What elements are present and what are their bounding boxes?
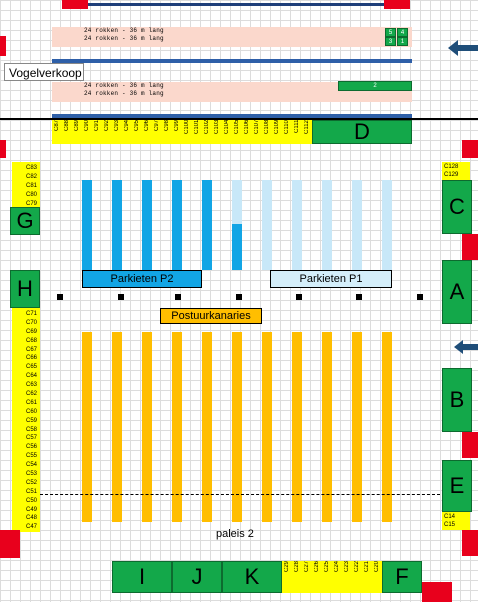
pillar-marker	[236, 294, 242, 300]
stall-number: C70	[26, 319, 38, 326]
stall-number: C105	[234, 120, 240, 135]
stall-number: C109	[274, 120, 280, 135]
zone-K[interactable]: K	[222, 561, 282, 593]
small-box-5: 5	[385, 28, 396, 37]
top-row-1	[52, 27, 412, 47]
marker-right-1	[462, 140, 478, 158]
stall-number: C110	[284, 120, 290, 134]
pillar-marker	[417, 294, 423, 300]
stall-number: C25	[324, 561, 330, 573]
stall-number: C97	[154, 120, 160, 132]
stall-number: C106	[244, 120, 250, 135]
stall-number: C94	[124, 120, 130, 132]
marker-top-right	[384, 0, 410, 9]
dash-line	[40, 494, 440, 495]
stall-number: C14	[444, 514, 456, 520]
bottom-numbers	[282, 561, 382, 593]
stall-number: C52	[26, 479, 38, 486]
marker-right-2	[462, 234, 478, 260]
stall-number: C24	[334, 561, 340, 573]
zone-B[interactable]: B	[442, 368, 472, 432]
zone-I[interactable]: I	[112, 561, 172, 593]
marker-right-4	[462, 530, 478, 556]
stall-number: C90	[84, 120, 90, 132]
stall-number: C108	[264, 120, 270, 135]
stall-number: C27	[304, 561, 310, 573]
zone-H[interactable]: H	[10, 270, 40, 308]
stall-number: C23	[344, 561, 350, 573]
stall-number: C60	[26, 408, 38, 415]
label-parkieten-p1: Parkieten P1	[270, 270, 392, 288]
stall-number: C100	[184, 120, 190, 135]
bird-stand-bar	[382, 180, 392, 270]
zone-F[interactable]: F	[382, 561, 422, 593]
stall-number: C111	[294, 120, 300, 134]
hall-label: paleis 2	[216, 528, 254, 540]
stall-number: C26	[314, 561, 320, 573]
bird-stand-bar	[292, 180, 302, 270]
stall-number: C64	[26, 373, 38, 380]
zone-G[interactable]: G	[10, 207, 40, 235]
stall-number: C101	[194, 120, 200, 135]
top-numbers	[52, 120, 312, 144]
stall-number: C15	[444, 522, 456, 528]
stall-number: C107	[254, 120, 260, 135]
top-wall	[88, 3, 384, 6]
bird-stand-bar	[322, 180, 332, 270]
row-text: 24 rokken - 36 m lang	[84, 90, 164, 97]
stall-number: C68	[26, 337, 38, 344]
small-box-3: 3	[385, 37, 396, 46]
stall-number: C66	[26, 355, 38, 362]
label-parkieten-p2: Parkieten P2	[82, 270, 202, 288]
row-text: 24 rokken - 36 m lang	[84, 82, 164, 89]
zone-D[interactable]: D	[312, 120, 412, 144]
marker-bottom-right	[422, 582, 452, 602]
stall-number: C82	[26, 174, 38, 180]
marker-left-1	[0, 36, 6, 56]
stall-number: C28	[294, 561, 300, 573]
stall-number: C67	[26, 346, 38, 353]
stall-number: C99	[174, 120, 180, 132]
stall-number: C57	[26, 435, 38, 442]
stall-number: C54	[26, 462, 38, 469]
bird-stand-bar	[202, 180, 212, 270]
bird-stand-bar	[82, 180, 92, 270]
stall-number: C81	[26, 183, 38, 189]
pillar-marker	[175, 294, 181, 300]
marker-left-2	[0, 140, 6, 158]
right-upper-numbers	[442, 163, 470, 179]
small-box-1: 1	[397, 37, 408, 46]
stall-number: C79	[26, 201, 38, 207]
pillar-marker	[296, 294, 302, 300]
divider-1	[52, 59, 412, 63]
row-text: 24 rokken - 36 m lang	[84, 35, 164, 42]
stall-number: C65	[26, 364, 38, 371]
stall-number: C93	[114, 120, 120, 132]
stall-number: C22	[354, 561, 360, 573]
entry-arrow-icon	[448, 38, 478, 58]
stall-number: C91	[94, 120, 100, 132]
stall-number: C80	[26, 192, 38, 198]
right-lower-numbers	[442, 513, 470, 529]
bird-stand-bar-partial	[232, 224, 242, 270]
zone-C[interactable]: C	[442, 180, 472, 234]
marker-right-3	[462, 432, 478, 458]
stall-number: C63	[26, 382, 38, 389]
stall-number: C61	[26, 399, 38, 406]
zone-A[interactable]: A	[442, 260, 472, 324]
stall-number: C62	[26, 391, 38, 398]
stall-number: C128	[444, 164, 459, 170]
green-box-2: 2	[338, 81, 412, 91]
stall-number: C104	[224, 120, 230, 135]
stall-number: C87	[54, 120, 60, 132]
stall-number: C59	[26, 417, 38, 424]
stall-number: C21	[364, 561, 370, 573]
stall-number: C55	[26, 453, 38, 460]
stall-number: C96	[144, 120, 150, 132]
stall-number: C92	[104, 120, 110, 132]
marker-left-3	[0, 530, 20, 558]
small-box-4: 4	[397, 28, 408, 37]
stall-number: C56	[26, 444, 38, 451]
stall-number: C69	[26, 328, 38, 335]
stall-number: C29	[284, 561, 290, 573]
stall-number: C103	[214, 120, 220, 135]
left-upper-numbers	[12, 164, 40, 208]
zone-E[interactable]: E	[442, 460, 472, 512]
stall-number: C95	[134, 120, 140, 132]
stall-number: C112	[304, 120, 310, 134]
stall-number: C50	[26, 497, 38, 504]
bird-stand-bar	[172, 180, 182, 270]
bird-stand-bar	[352, 180, 362, 270]
zone-J[interactable]: J	[172, 561, 222, 593]
marker-top-left	[62, 0, 88, 9]
stall-number: C102	[204, 120, 210, 135]
pillar-marker	[57, 294, 63, 300]
pillar-marker	[118, 294, 124, 300]
stall-number: C51	[26, 488, 38, 495]
stall-number: C49	[26, 506, 38, 513]
page-title: Vogelverkoop	[4, 63, 84, 81]
stall-number: C47	[26, 524, 38, 531]
bird-stand-bar	[142, 180, 152, 270]
stall-number: C129	[444, 172, 459, 178]
stall-number: C98	[164, 120, 170, 132]
bird-stand-bar	[262, 180, 272, 270]
label-postuurkanaries: Postuurkanaries	[160, 308, 262, 324]
stall-number: C71	[26, 311, 38, 317]
pillar-marker	[356, 294, 362, 300]
stall-number: C48	[26, 515, 38, 522]
bird-stand-bar	[112, 180, 122, 270]
row-text: 24 rokken - 36 m lang	[84, 27, 164, 34]
left-lower-numbers	[12, 310, 40, 532]
stall-number: C53	[26, 471, 38, 478]
stall-number: C83	[26, 165, 38, 171]
stall-number: C89	[74, 120, 80, 132]
stall-number: C58	[26, 426, 38, 433]
entry-arrow-icon	[454, 338, 478, 356]
stall-number: C88	[64, 120, 70, 132]
stall-number: C20	[374, 561, 380, 573]
